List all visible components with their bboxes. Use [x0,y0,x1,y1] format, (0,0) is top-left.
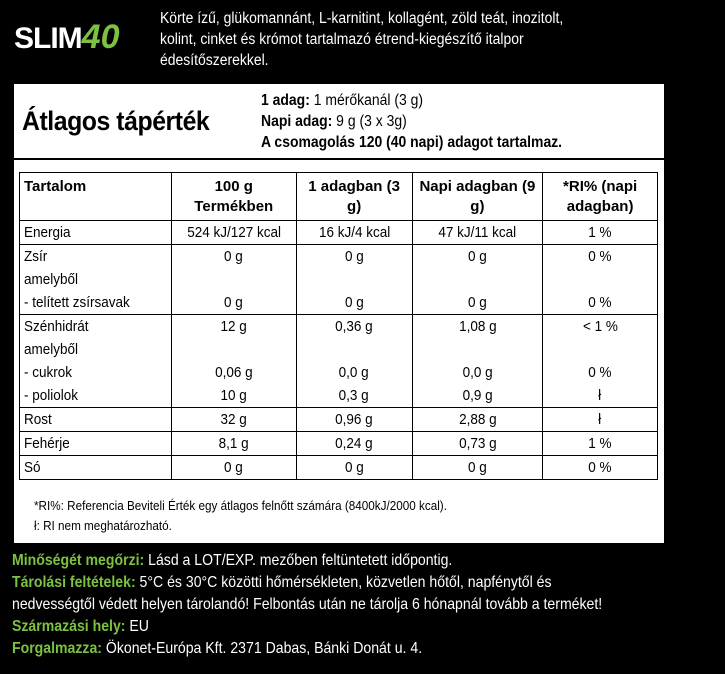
nutrient-value [296,361,412,384]
nutrient-label [20,315,172,339]
nutrient-value [171,384,296,408]
nutrient-value [543,338,658,361]
nutrient-value-text: < 1 % [582,318,618,335]
detail-line [12,550,602,572]
nutrient-value [296,384,412,408]
table-header-row [20,173,658,221]
nutrient-value-text: 0 % [588,294,612,311]
logo-number: 40 [81,18,120,56]
nutrient-label [20,291,172,315]
serving-key: 1 adag: [261,92,310,109]
nutrient-value-text: 0,3 g [339,387,370,404]
nutrient-value [171,221,296,245]
nutrition-header [14,84,664,160]
table-row [20,315,658,339]
col-header: *RI% (napi adagban) [543,173,658,221]
nutrient-value [543,221,658,245]
nutrient-value [296,221,412,245]
nutrient-label [20,245,172,269]
nutrient-value-text: 0,36 g [335,318,373,335]
nutrient-value [296,268,412,291]
nutrient-value [171,432,296,456]
nutrient-label [20,432,172,456]
nutrient-label-text: Energia [24,224,71,241]
detail-key: Forgalmazza: [12,640,102,657]
nutrient-value [543,361,658,384]
description-line: édesítőszerekkel. [160,52,269,69]
table-row [20,221,658,245]
nutrient-value [543,408,658,432]
detail-value: nedvességtől védett helyen tárolandó! Felbontás után ne tárolja 6 hónapnál tovább a terméket! [12,596,603,613]
detail-value: Lásd a LOT/EXP. mezőben feltüntetett időpontig. [144,552,453,569]
nutrient-value [543,268,658,291]
nutrient-value-text: 0,06 g [214,364,253,381]
nutrient-value [296,338,412,361]
nutrient-value [412,268,543,291]
nutrient-value [543,315,658,339]
nutrient-value [412,456,543,480]
logo-text: SLIM [14,22,82,55]
nutrient-value [543,245,658,269]
nutrient-value [543,456,658,480]
nutrient-value-text: 0 g [224,459,244,476]
nutrient-value [412,291,543,315]
nutrient-value-text: 0 g [344,459,364,476]
footnote: ł: RI nem meghatározható. [34,518,172,533]
nutrient-label [20,361,172,384]
serving-value: 1 mérőkanál (3 g) [309,92,424,109]
nutrition-table [19,172,658,480]
detail-line [12,638,602,660]
nutrient-value-text: 1,08 g [458,318,497,335]
nutrient-value-text: 8,1 g [218,435,249,452]
table-row [20,268,658,291]
nutrient-value [171,245,296,269]
nutrient-value-text: 0,0 g [462,364,493,381]
nutrient-value [296,291,412,315]
col-header: Tartalom [20,173,172,221]
detail-line [12,616,602,638]
detail-key: Minőségét megőrzi: [12,552,145,569]
nutrient-value-text: 0 % [588,364,612,381]
nutrient-value [296,245,412,269]
nutrient-value [296,432,412,456]
footnote: *RI%: Referencia Beviteli Érték egy átlagos felnőtt számára (8400kJ/2000 kcal). [34,498,447,513]
nutrient-value [412,432,543,456]
nutrient-value-text: 0 % [588,459,612,476]
nutrient-label [20,338,172,361]
nutrient-value [171,361,296,384]
nutrient-label [20,384,172,408]
col-header: Napi adagban (9 g) [412,173,543,221]
nutrient-value-text: 0 g [344,248,364,265]
nutrient-value [543,432,658,456]
nutrition-title: Átlagos tápérték [22,106,210,136]
nutrient-value-text: 0 g [467,294,487,311]
serving-info [261,90,562,153]
nutrient-value [296,315,412,339]
nutrient-value-text: 1 % [588,224,612,241]
nutrient-value-text: 0,9 g [462,387,493,404]
table-row [20,338,658,361]
nutrient-value-text: 0 g [467,248,487,265]
product-description [160,8,664,71]
footnotes [34,496,447,536]
nutrient-value [412,338,543,361]
nutrient-value-text: 0 g [224,248,244,265]
nutrient-value [412,361,543,384]
nutrient-value [412,221,543,245]
nutrient-label-text: - cukrok [24,364,73,381]
nutrient-value [412,315,543,339]
detail-key: Tárolási feltételek: [12,574,136,591]
nutrient-label-text: Fehérje [24,435,70,452]
detail-key: Származási hely: [12,618,126,635]
product-details [12,550,602,660]
nutrition-panel [12,82,666,545]
package-info: A csomagolás 120 (40 napi) adagot tartalmaz. [261,134,563,151]
col-header: 100 g Termékben [171,173,296,221]
nutrient-value-text: 0 g [344,294,364,311]
col-header: 1 adagban (3 g) [296,173,412,221]
table-row [20,456,658,480]
nutrient-value-text: 2,88 g [458,411,497,428]
nutrient-value [296,408,412,432]
nutrient-value-text: 0,73 g [458,435,497,452]
nutrient-label-text: - telített zsírsavak [24,294,130,311]
nutrient-value [171,291,296,315]
table-row [20,245,658,269]
nutrient-value-text: 12 g [220,318,247,335]
daily-value: 9 g (3 x 3g) [332,113,407,130]
nutrient-value-text: 0,0 g [339,364,370,381]
nutrient-label-text: Szénhidrát [24,318,89,335]
nutrient-value [171,456,296,480]
nutrient-label-text: amelyből [24,341,79,358]
nutrient-value-text: ł [598,387,602,404]
brand-logo [14,18,120,57]
nutrient-value [171,268,296,291]
nutrient-value [412,384,543,408]
nutrient-value [412,408,543,432]
nutrient-label-text: amelyből [24,271,79,288]
nutrient-label [20,456,172,480]
nutrient-value-text: 16 kJ/4 kcal [318,224,390,241]
nutrient-value-text: ł [598,411,602,428]
table-row [20,291,658,315]
nutrient-value [543,384,658,408]
nutrient-label-text: Rost [24,411,52,428]
nutrient-value-text: 0,96 g [335,411,373,428]
nutrient-value [296,456,412,480]
table-row [20,408,658,432]
description-line: kolint, cinket és krómot tartalmazó étrend-kiegészítő italpor [160,31,524,48]
table-row [20,361,658,384]
nutrient-value [171,338,296,361]
nutrient-value [171,315,296,339]
nutrient-value-text: 0 g [467,459,487,476]
nutrient-value [412,245,543,269]
nutrient-value-text: 0 % [588,248,612,265]
nutrient-value-text: 1 % [588,435,612,452]
detail-line [12,594,602,616]
description-line: Körte ízű, glükomannánt, L-karnitint, kollagént, zöld teát, inozitolt, [160,10,564,27]
nutrient-label [20,408,172,432]
nutrient-value-text: 0,24 g [335,435,373,452]
nutrient-value-text: 10 g [220,387,247,404]
nutrient-label [20,268,172,291]
nutrient-value-text: 32 g [220,411,247,428]
nutrient-value-text: 0 g [224,294,244,311]
nutrient-value [543,291,658,315]
table-row [20,432,658,456]
nutrient-value-text: 47 kJ/11 kcal [438,224,517,241]
nutrient-label [20,221,172,245]
detail-line [12,572,602,594]
nutrient-label-text: - poliolok [24,387,79,404]
nutrient-label-text: Só [24,459,41,476]
detail-value: Ökonet-Európa Kft. 2371 Dabas, Bánki Donát u. 4. [101,640,423,657]
daily-key: Napi adag: [261,113,333,130]
table-row [20,384,658,408]
nutrient-value-text: 524 kJ/127 kcal [186,224,281,241]
nutrient-value [171,408,296,432]
nutrient-label-text: Zsír [24,248,48,265]
detail-value: 5°C és 30°C közötti hőmérsékleten, közvetlen hőtől, napfénytől és [135,574,552,591]
detail-value: EU [125,618,149,635]
